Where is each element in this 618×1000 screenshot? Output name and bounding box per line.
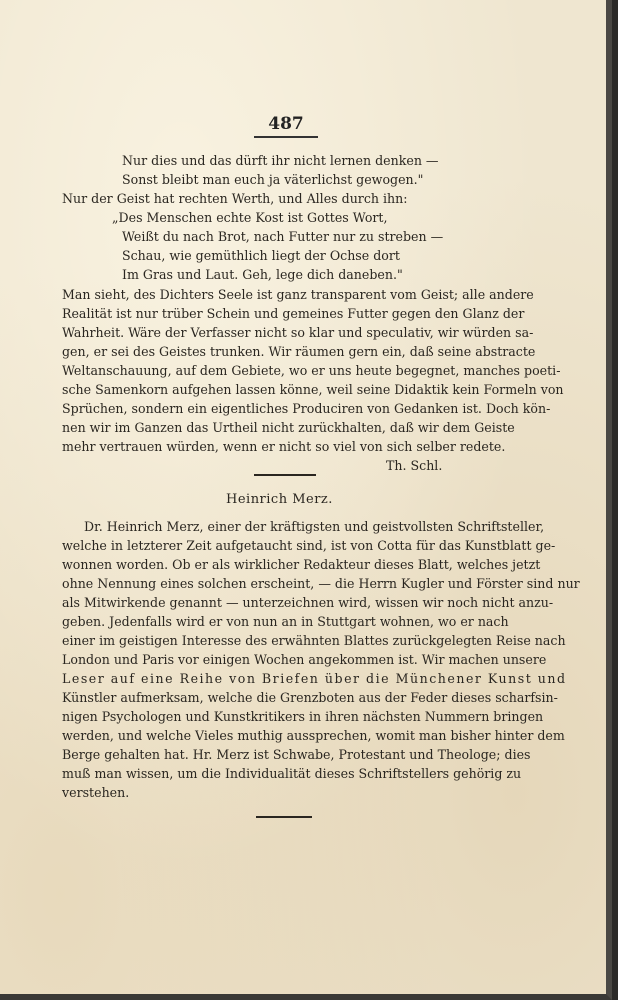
narrative-line: Nur der Geist hat rechten Werth, und Alles durch ihn: [62, 191, 408, 206]
poem-line: Sonst bleibt man euch ja väterlichst gewogen." [122, 172, 424, 187]
paragraph-line: muß man wissen, um die Individualität dieses Schriftstellers gehörig zu [62, 766, 522, 781]
paragraph-line: verstehen. [62, 785, 130, 800]
poem-line: Nur dies und das dürft ihr nicht lernen denken — [122, 153, 439, 168]
paragraph-line: welche in letzterer Zeit aufgetaucht sind, ist von Cotta für das Kunstblatt ge- [62, 538, 556, 553]
paragraph-line: Man sieht, des Dichters Seele ist ganz transparent vom Geist; alle andere [62, 287, 534, 302]
paragraph-line: Realität ist nur trüber Schein und gemeines Futter gegen den Glanz der [62, 306, 525, 321]
paragraph-line: geben. Jedenfalls wird er von nun an in Stuttgart wohnen, wo er nach [62, 614, 509, 629]
paragraph-line: London und Paris vor einigen Wochen angekommen ist. Wir machen unsere [62, 652, 547, 667]
section-separator [254, 474, 316, 476]
paragraph-line: Sprüchen, sondern ein eigentliches Produciren von Gedanken ist. Doch kön- [62, 401, 551, 416]
paragraph-line: gen, er sei des Geistes trunken. Wir räumen gern ein, daß seine abstracte [62, 344, 536, 359]
paragraph-line: einer im geistigen Interesse des erwähnten Blattes zurückgelegten Reise nach [62, 633, 566, 648]
paragraph-line: Künstler aufmerksam, welche die Grenzboten aus der Feder dieses scharfsin- [62, 690, 558, 705]
paragraph-line: Leser auf eine Reihe von Briefen über die Münchener Kunst und [62, 671, 567, 686]
paragraph-line: wonnen worden. Ob er als wirklicher Redakteur dieses Blatt, welches jetzt [62, 557, 541, 572]
signature: Th. Schl. [386, 458, 443, 473]
paragraph-line: nigen Psychologen und Kunstkritikers in ihren nächsten Nummern bringen [62, 709, 544, 724]
section-heading: Heinrich Merz. [226, 492, 333, 507]
end-separator [256, 816, 312, 818]
page-number: 487 [268, 114, 304, 134]
paragraph-line: Berge gehalten hat. Hr. Merz ist Schwabe, Protestant und Theologe; dies [62, 747, 531, 762]
header-rule [254, 136, 318, 138]
paragraph-line: ohne Nennung eines solchen erscheint, — die Herrn Kugler und Förster sind nur [62, 576, 580, 591]
paragraph-line: Dr. Heinrich Merz, einer der kräftigsten und geistvollsten Schriftsteller, [84, 519, 545, 534]
paragraph-line: werden, und welche Vieles muthig aussprechen, womit man bisher hinter dem [62, 728, 565, 743]
paragraph-line: als Mitwirkende genannt — unterzeichnen wird, wissen wir noch nicht anzu- [62, 595, 554, 610]
paragraph-line: Wahrheit. Wäre der Verfasser nicht so klar und speculativ, wir würden sa- [62, 325, 534, 340]
paragraph-line: sche Samenkorn aufgehen lassen könne, weil seine Didaktik kein Formeln von [62, 382, 564, 397]
poem-line: Weißt du nach Brot, nach Futter nur zu streben — [122, 229, 444, 244]
paragraph-line: mehr vertrauen würden, wenn er nicht so viel von sich selber redete. [62, 439, 506, 454]
poem-line: Schau, wie gemüthlich liegt der Ochse dort [122, 248, 400, 263]
paragraph-line: Weltanschauung, auf dem Gebiete, wo er uns heute begegnet, manches poeti- [62, 363, 561, 378]
poem-line: „Des Menschen echte Kost ist Gottes Wort, [112, 210, 388, 225]
paragraph-line: nen wir im Ganzen das Urtheil nicht zurückhalten, daß wir dem Geiste [62, 420, 515, 435]
poem-line: Im Gras und Laut. Geh, lege dich daneben." [122, 267, 403, 282]
